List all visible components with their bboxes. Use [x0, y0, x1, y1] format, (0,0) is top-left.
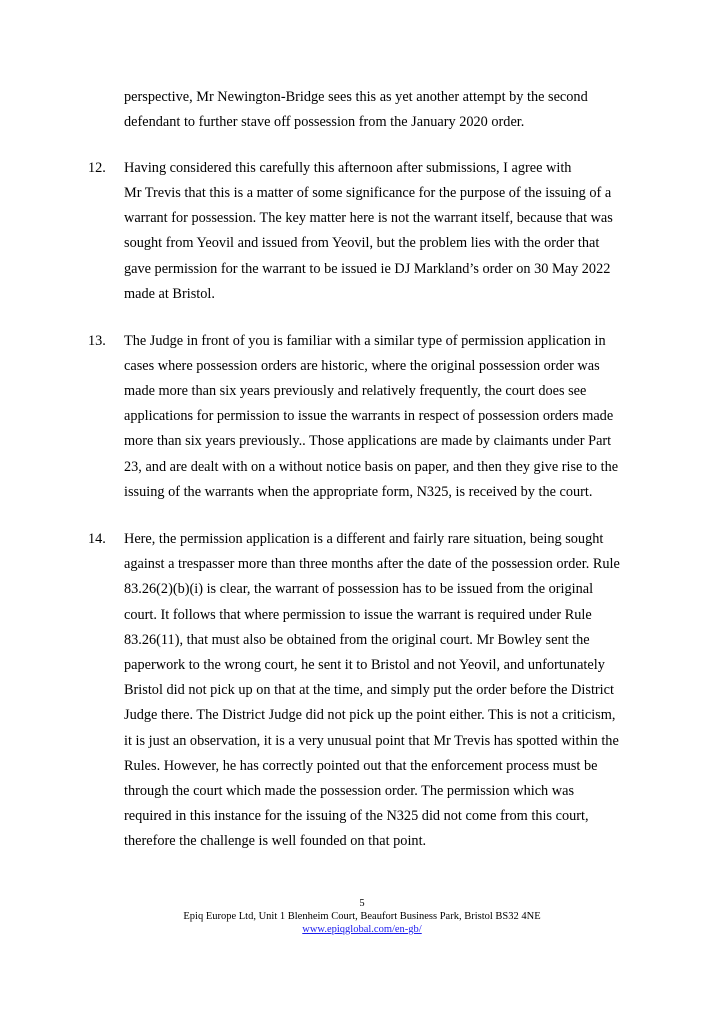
text-line: applications for permission to issue the warrants in respect of possession orders made	[124, 408, 614, 424]
text-line: made more than six years previously and relatively frequently, the court does see	[124, 383, 587, 399]
text-line: 23, and are dealt with on a without notice basis on paper, and then they give rise to the	[124, 459, 619, 475]
footer-address: Epiq Europe Ltd, Unit 1 Blenheim Court, Beaufort Business Park, Bristol BS32 4NE	[183, 911, 541, 922]
text-line: defendant to further stave off possession from the January 2020 order.	[124, 114, 525, 130]
text-line: Mr Trevis that this is a matter of some significance for the purpose of the issuing of a	[124, 185, 612, 201]
text-line: 83.26(11), that must also be obtained from the original court. Mr Bowley sent the	[124, 632, 590, 648]
text-line: gave permission for the warrant to be issued ie DJ Markland’s order on 30 May 2022	[124, 261, 611, 277]
text-line: sought from Yeovil and issued from Yeovil, but the problem lies with the order that	[124, 235, 600, 251]
text-line: 83.26(2)(b)(i) is clear, the warrant of possession has to be issued from the original	[124, 581, 594, 597]
text-line: issuing of the warrants when the appropriate form, N325, is received by the court.	[124, 484, 593, 500]
text-line: therefore the challenge is well founded on that point.	[124, 833, 427, 849]
text-line: more than six years previously.. Those applications are made by claimants under Part	[124, 433, 612, 449]
text-line: perspective, Mr Newington-Bridge sees this as yet another attempt by the second	[124, 89, 588, 105]
text-line: made at Bristol.	[124, 286, 215, 302]
text-line: Bristol did not pick up on that at the time, and simply put the order before the District	[124, 682, 614, 698]
text-line: The Judge in front of you is familiar with a similar type of permission application in	[124, 333, 606, 349]
text-line: cases where possession orders are historic, where the original possession order was	[124, 358, 600, 374]
footer-website-link[interactable]: www.epiqglobal.com/en-gb/	[302, 924, 422, 935]
text-line: against a trespasser more than three months after the date of the possession order. Rule	[124, 556, 620, 572]
text-line: Rules. However, he has correctly pointed out that the enforcement process must be	[124, 758, 598, 774]
text-line: required in this instance for the issuing of the N325 did not come from this court,	[124, 808, 589, 824]
paragraph-number: 12.	[88, 160, 106, 176]
text-line: it is just an observation, it is a very unusual point that Mr Trevis has spotted within the	[124, 733, 619, 749]
text-line: paperwork to the wrong court, he sent it to Bristol and not Yeovil, and unfortunately	[124, 657, 605, 673]
page-number: 5	[359, 898, 365, 909]
text-line: Here, the permission application is a different and fairly rare situation, being sought	[124, 531, 604, 547]
paragraph-number: 13.	[88, 333, 106, 349]
paragraph-number: 14.	[88, 531, 106, 547]
text-line: through the court which made the possession order. The permission which was	[124, 783, 575, 799]
text-line: Judge there. The District Judge did not pick up the point either. This is not a criticism,	[124, 707, 616, 723]
text-line: Having considered this carefully this afternoon after submissions, I agree with	[124, 160, 572, 176]
text-line: warrant for possession. The key matter here is not the warrant itself, because that was	[124, 210, 613, 226]
text-line: court. It follows that where permission to issue the warrant is required under Rule	[124, 607, 592, 623]
footer-link-row	[0, 924, 724, 936]
